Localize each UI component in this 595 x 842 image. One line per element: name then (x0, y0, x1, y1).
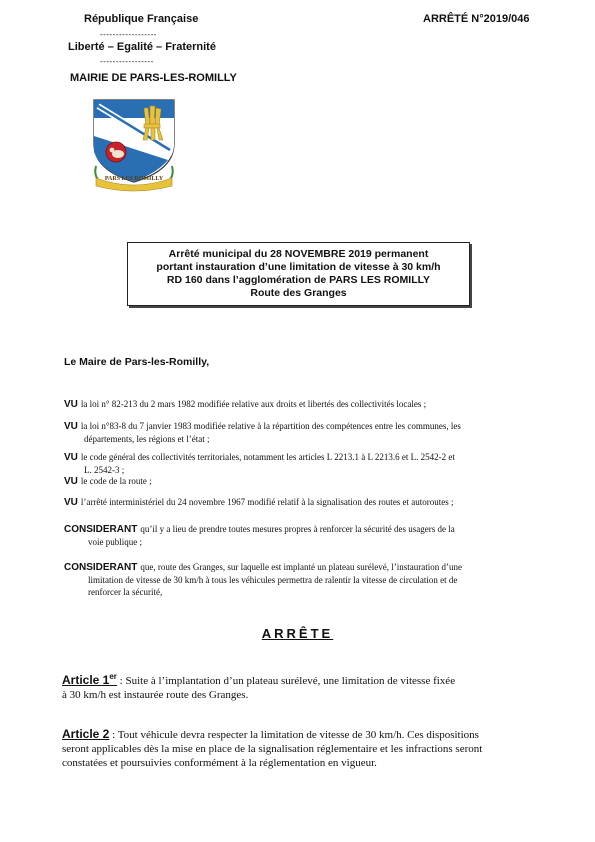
article-text: à 30 km/h est instaurée route des Granges. (62, 689, 249, 701)
vu-text: l’arrêté interministériel du 24 novembre 1967 modifié relatif à la signalisation des routes et autoroutes ; (80, 497, 454, 507)
vu-text: L. 2542-3 ; (84, 465, 125, 475)
article-text: : Tout véhicule devra respecter la limitation de vitesse de 30 km/h. Ces dispositions (112, 729, 479, 741)
vu-keyword: VU (64, 421, 78, 432)
arrete-heading: ARRÊTE (261, 626, 334, 641)
article-label: Article 2 (62, 727, 110, 741)
vu-paragraph (64, 398, 544, 411)
vu-keyword: VU (64, 476, 78, 487)
vu-paragraph (64, 451, 544, 476)
considerant-paragraph (64, 561, 550, 598)
considerant-text: renforcer la sécurité, (88, 587, 163, 597)
title-line: RD 160 dans l’agglomération de PARS LES ROMILLY (166, 274, 431, 286)
header-separator: ----------------- (100, 57, 154, 66)
title-line: Route des Granges (250, 287, 347, 299)
article-text: : Suite à l’implantation d’un plateau surélevé, une limitation de vitesse fixée (119, 675, 456, 687)
republic-label: République Française (84, 13, 199, 25)
mairie-name: MAIRIE DE PARS-LES-ROMILLY (70, 72, 237, 84)
vu-keyword: VU (64, 399, 78, 410)
municipal-crest (88, 96, 180, 192)
considerant-text: voie publique ; (88, 537, 142, 547)
arrete-number: ARRÊTÉ N°2019/046 (423, 13, 530, 25)
motto: Liberté – Egalité – Fraternité (68, 41, 216, 53)
title-line: portant instauration d’une limitation de vitesse à 30 km/h (156, 261, 441, 273)
considerant-text: que, route des Granges, sur laquelle est implanté un plateau surélevé, l’instauration d’une (140, 562, 462, 572)
vu-text: le code de la route ; (80, 476, 152, 486)
crest-banner-text: PARS LES ROMILLY (104, 176, 164, 182)
maire-heading: Le Maire de Pars-les-Romilly, (64, 356, 210, 368)
article-2 (62, 727, 548, 770)
considerant-keyword: CONSIDERANT (64, 562, 138, 573)
considerant-text: qu’il y a lieu de prendre toutes mesures propres à renforcer la sécurité des usagers de la (140, 524, 455, 534)
title-box (127, 242, 470, 306)
vu-paragraph (64, 475, 544, 488)
considerant-keyword: CONSIDERANT (64, 524, 138, 535)
article-label: Article 1er (62, 672, 117, 687)
vu-keyword: VU (64, 497, 78, 508)
vu-keyword: VU (64, 452, 78, 463)
vu-text: départements, les régions et l’état ; (84, 434, 210, 444)
considerant-paragraph (64, 523, 544, 548)
vu-text: la loi n° 82-213 du 2 mars 1982 modifiée relative aux droits et libertés des collectivités locales ; (80, 399, 427, 409)
considerant-text: limitation de vitesse de 30 km/h à tous les véhicules permettra de ralentir la vitesse de circulation et de (88, 575, 458, 585)
article-text: seront applicables dès la mise en place de la signalisation réglementaire et les infractions seront (62, 743, 483, 755)
vu-paragraph (64, 420, 544, 445)
vu-paragraph (64, 496, 544, 509)
article-1 (62, 670, 548, 702)
title-line: Arrêté municipal du 28 NOVEMBRE 2019 permanent (168, 248, 429, 260)
vu-text: le code général des collectivités territoriales, notamment les articles L 2213.1 à L 2213.6 et L. 2542-2 et (80, 452, 455, 462)
header-separator: ------------------ (100, 30, 157, 39)
article-text: constatées et poursuivies conformément à la réglementation en vigueur. (62, 757, 377, 769)
vu-text: la loi n°83-8 du 7 janvier 1983 modifiée relative à la répartition des compétences entre les communes, les (80, 421, 461, 431)
